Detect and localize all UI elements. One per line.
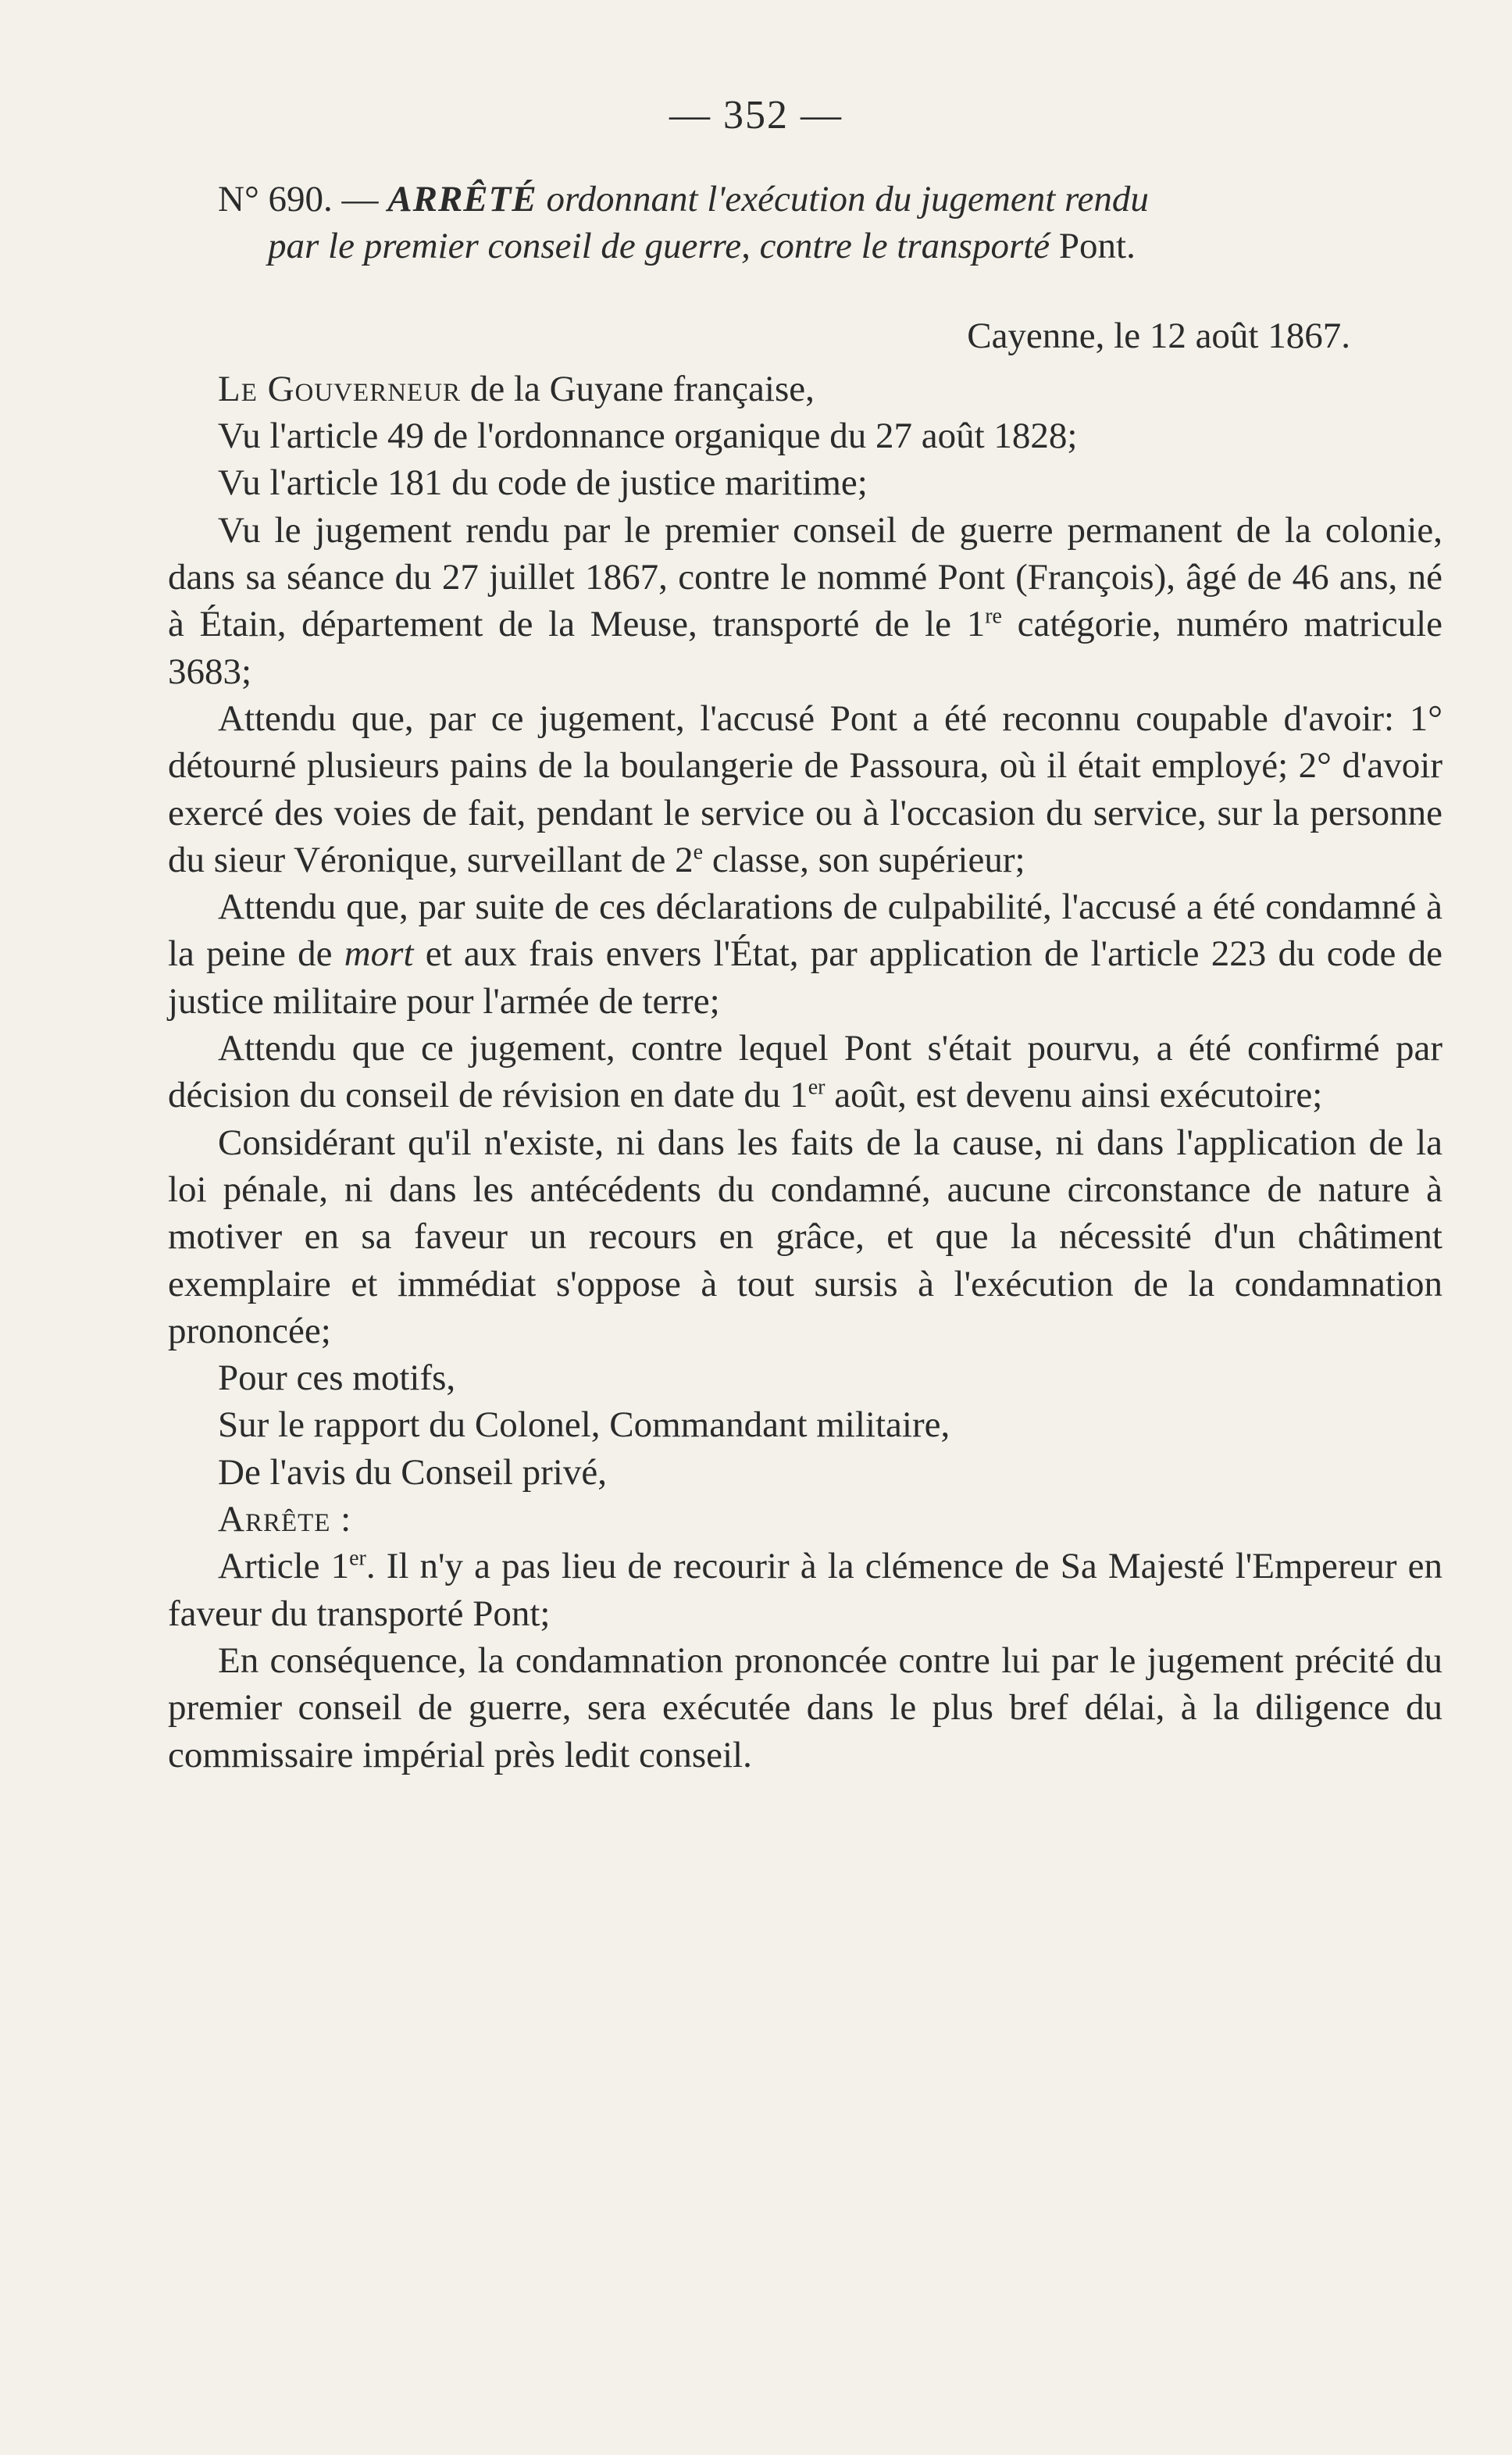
paragraph-final: En conséquence, la condamnation prononcée contre lui par le jugement précité du premier conseil de guerre, sera exécutée dans le plus bref délai, à la diligence du commissaire impérial près ledit conseil. bbox=[168, 1640, 1442, 1775]
paragraph-rapport: Sur le rapport du Colonel, Commandant militaire, bbox=[218, 1404, 950, 1446]
paragraph-arrete: Arrête : bbox=[218, 1499, 352, 1540]
paragraph-article-1: Article 1er. Il n'y a pas lieu de recourir à la clémence de Sa Majesté l'Empereur en faveur du transporté Pont; bbox=[168, 1546, 1442, 1634]
arrete-title bbox=[168, 176, 1442, 270]
paragraph-vu-2: Vu l'article 181 du code de justice maritime; bbox=[218, 462, 868, 504]
paragraph-vu-3: Vu le jugement rendu par le premier conseil de guerre permanent de la colonie, dans sa séance du 27 juillet 1867, contre le nommé Pont (François), âgé de 46 ans, né à Étain, département de la Meuse, transporté de le 1re catégorie, numéro matricule 3683; bbox=[168, 509, 1442, 692]
arrete-number: N° 690. — bbox=[218, 179, 379, 219]
governor-line: Le Gouverneur de la Guyane française, bbox=[218, 368, 815, 409]
page-number: — 352 — bbox=[669, 93, 843, 137]
paragraph-attendu-1: Attendu que, par ce jugement, l'accusé Pont a été reconnu coupable d'avoir: 1° détourné plusieurs pains de la boulangerie de Passoura, où il était employé; 2° d'avoir exercé des voies de fait, pendant le service ou à l'occasion du service, sur la personne du sieur Véronique, surveillant de 2e classe, son supérieur; bbox=[168, 698, 1442, 880]
title-name: Pont. bbox=[1058, 226, 1136, 267]
document-body bbox=[168, 176, 1442, 1779]
title-line1: ordonnant l'exécution du jugement rendu bbox=[546, 179, 1149, 219]
title-line2: par le premier conseil de guerre, contre le transporté Pont. bbox=[268, 226, 1136, 267]
place-date: Cayenne, le 12 août 1867. bbox=[967, 315, 1350, 356]
paragraph-attendu-3: Attendu que ce jugement, contre lequel Pont s'était pourvu, a été confirmé par décision du conseil de révision en date du 1er août, est devenu ainsi exécutoire; bbox=[168, 1028, 1442, 1116]
paragraph-vu-1: Vu l'article 49 de l'ordonnance organique du 27 août 1828; bbox=[218, 416, 1078, 457]
paragraph-considerant: Considérant qu'il n'existe, ni dans les faits de la cause, ni dans l'application de la loi pénale, ni dans les antécédents du condamné, aucune circonstance de nature à motiver en sa faveur un recours en grâce, et que la nécessité d'un châtiment exemplaire et immédiat s'oppose à tout sursis à l'exécution de la condamnation prononcée; bbox=[168, 1122, 1442, 1351]
paragraph-avis: De l'avis du Conseil privé, bbox=[218, 1451, 607, 1493]
paragraph-motifs: Pour ces motifs, bbox=[218, 1358, 456, 1399]
arrete-keyword: ARRÊTÉ bbox=[387, 179, 537, 219]
paragraph-attendu-2: Attendu que, par suite de ces déclarations de culpabilité, l'accusé a été condamné à la peine de mort et aux frais envers l'État, par application de l'article 223 du code de justice militaire pour l'armée de terre; bbox=[168, 887, 1442, 1022]
